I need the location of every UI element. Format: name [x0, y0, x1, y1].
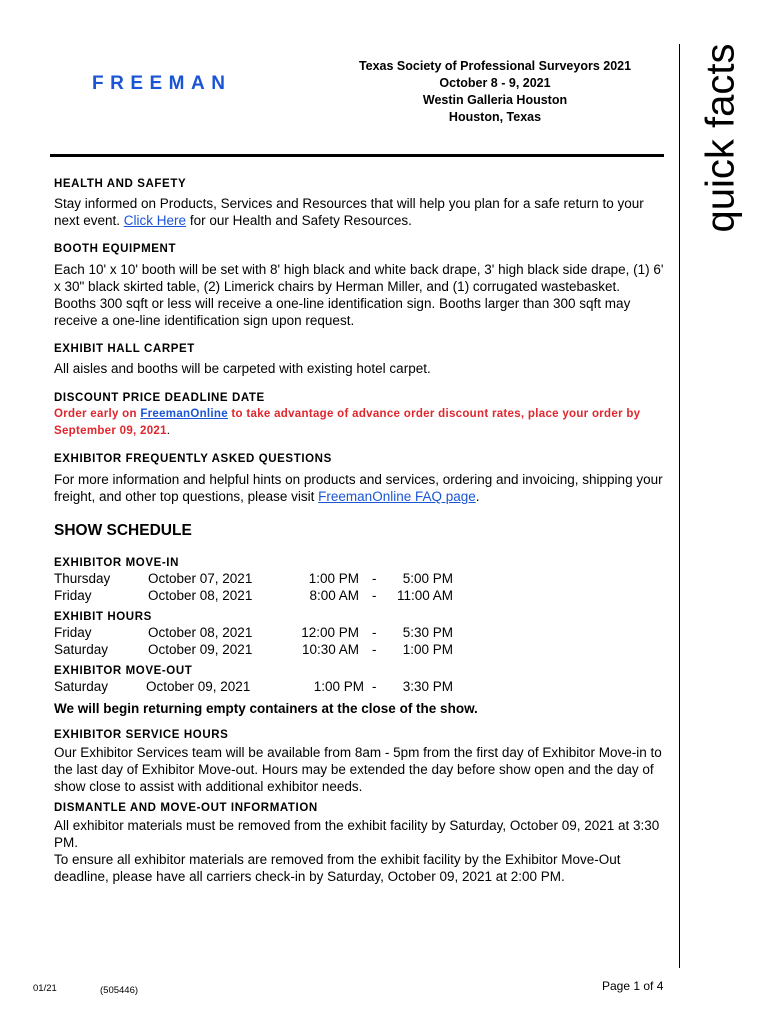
schedule-dash: - [372, 571, 377, 586]
schedule-dash: - [372, 679, 377, 694]
faq-page-link[interactable]: FreemanOnline FAQ page [318, 489, 476, 504]
schedule-day: Saturday [54, 679, 109, 694]
schedule-end: 11:00 AM [396, 587, 453, 603]
containers-note: We will begin returning empty containers at the close of the show. [54, 700, 478, 716]
booth-text-2: Booths 300 sqft or less will receive a one-line identification sign. Booths larger than 300 sqft may receive a one-line identification sign upon request. [54, 296, 631, 328]
service-heading: EXHIBITOR SERVICE HOURS [54, 728, 229, 741]
health-text [54, 195, 669, 229]
schedule-date: October 09, 2021 [148, 641, 253, 657]
page-number: Page 1 of 4 [602, 979, 664, 993]
schedule-row [54, 642, 669, 659]
schedule-dash: - [372, 641, 377, 657]
dismantle-text-2: To ensure all exhibitor materials are removed from the exhibit facility by the Exhibitor Move-Out deadline, please have all carriers check-in by Saturday, October 09, 2021 at 2:00 PM. [54, 851, 621, 884]
faq-text-before: For more information and helpful hints on products and services, ordering and invoicing, shipping your freight, and other top questions, please visit [54, 472, 663, 504]
vertical-divider [679, 44, 680, 968]
event-venue: Westin Galleria Houston [422, 93, 568, 107]
side-tab [695, 43, 747, 232]
exhibit-hours-heading: EXHIBIT HOURS [54, 611, 152, 623]
schedule-start: 12:00 PM [301, 625, 359, 640]
schedule-block [54, 555, 669, 717]
schedule-date: October 08, 2021 [148, 625, 253, 640]
service-text: Our Exhibitor Services team will be available from 8am - 5pm from the first day of Exhibitor Move-in to the last day of Exhibitor Move-out. Hours may be extended the day before show open and the day of show close to assist with additional exhibitor needs. [54, 744, 662, 794]
schedule-dash: - [372, 625, 377, 640]
schedule-row [54, 588, 669, 605]
event-city: Houston, Texas [448, 110, 542, 124]
health-text-before: Stay informed on Products, Services and Resources that will help you plan for a safe return to your next event. [54, 196, 644, 228]
event-title: Texas Society of Professional Surveyors 2021 [358, 59, 632, 73]
faq-text [54, 471, 669, 505]
carpet-heading: EXHIBIT HALL CARPET [54, 343, 195, 355]
schedule-end: 5:00 PM [402, 571, 453, 586]
discount-text-before: Order early on [54, 408, 141, 420]
main-content [54, 176, 669, 885]
carpet-text: All aisles and booths will be carpeted with existing hotel carpet. [54, 361, 431, 376]
schedule-start: 10:30 AM [301, 641, 359, 657]
event-header [320, 58, 670, 126]
faq-heading: EXHIBITOR FREQUENTLY ASKED QUESTIONS [54, 453, 332, 465]
schedule-day: Thursday [54, 571, 111, 586]
dismantle-text-1: All exhibitor materials must be removed from the exhibit facility by Saturday, October 09, 2021 at 3:30 PM. [54, 817, 660, 850]
dismantle-heading: DISMANTLE AND MOVE-OUT INFORMATION [54, 801, 318, 814]
discount-text [54, 406, 669, 440]
schedule-date: October 07, 2021 [148, 571, 253, 586]
moveout-heading: EXHIBITOR MOVE-OUT [54, 665, 193, 677]
discount-heading: DISCOUNT PRICE DEADLINE DATE [54, 392, 265, 404]
schedule-end: 3:30 PM [402, 679, 453, 694]
schedule-end: 5:30 PM [402, 625, 453, 640]
discount-text-after: to take advantage of advance order discount rates, place your order by September 09, 2021 [54, 408, 641, 437]
movein-heading: EXHIBITOR MOVE-IN [54, 557, 179, 569]
booth-text-1: Each 10' x 10' booth will be set with 8' high black and white back drape, 3' high black side drape, (1) 6' x 30" black skirted table, (2) Limerick chairs by Herman Miller, and (1) corrugated wastebasket. [54, 262, 664, 294]
schedule-date: October 08, 2021 [148, 587, 253, 603]
freemanonline-link[interactable]: FreemanOnline [140, 408, 228, 420]
schedule-day: Friday [54, 625, 92, 640]
footer-code: 01/21 [33, 983, 57, 994]
header-divider [50, 154, 664, 157]
schedule-start: 1:00 PM [313, 679, 364, 694]
health-heading: HEALTH AND SAFETY [54, 178, 187, 190]
health-text-after: for our Health and Safety Resources. [186, 213, 412, 228]
schedule-start: 1:00 PM [308, 571, 359, 586]
health-safety-link[interactable]: Click Here [123, 213, 187, 228]
schedule-row [54, 679, 669, 696]
schedule-date: October 09, 2021 [146, 679, 251, 694]
schedule-start: 8:00 AM [309, 587, 359, 603]
event-dates: October 8 - 9, 2021 [439, 76, 551, 90]
freeman-logo: FREEMAN [92, 73, 232, 94]
faq-text-after: . [475, 489, 480, 504]
schedule-dash: - [372, 587, 377, 603]
schedule-row [54, 625, 669, 642]
footer-ref: (505446) [100, 985, 139, 996]
schedule-row [54, 571, 669, 588]
discount-period: . [166, 425, 171, 437]
schedule-day: Saturday [54, 641, 109, 657]
booth-heading: BOOTH EQUIPMENT [54, 243, 177, 255]
side-tab-label: quick facts [698, 43, 743, 232]
show-schedule-title: SHOW SCHEDULE [54, 522, 192, 539]
schedule-end: 1:00 PM [402, 641, 453, 657]
schedule-day: Friday [54, 587, 92, 603]
